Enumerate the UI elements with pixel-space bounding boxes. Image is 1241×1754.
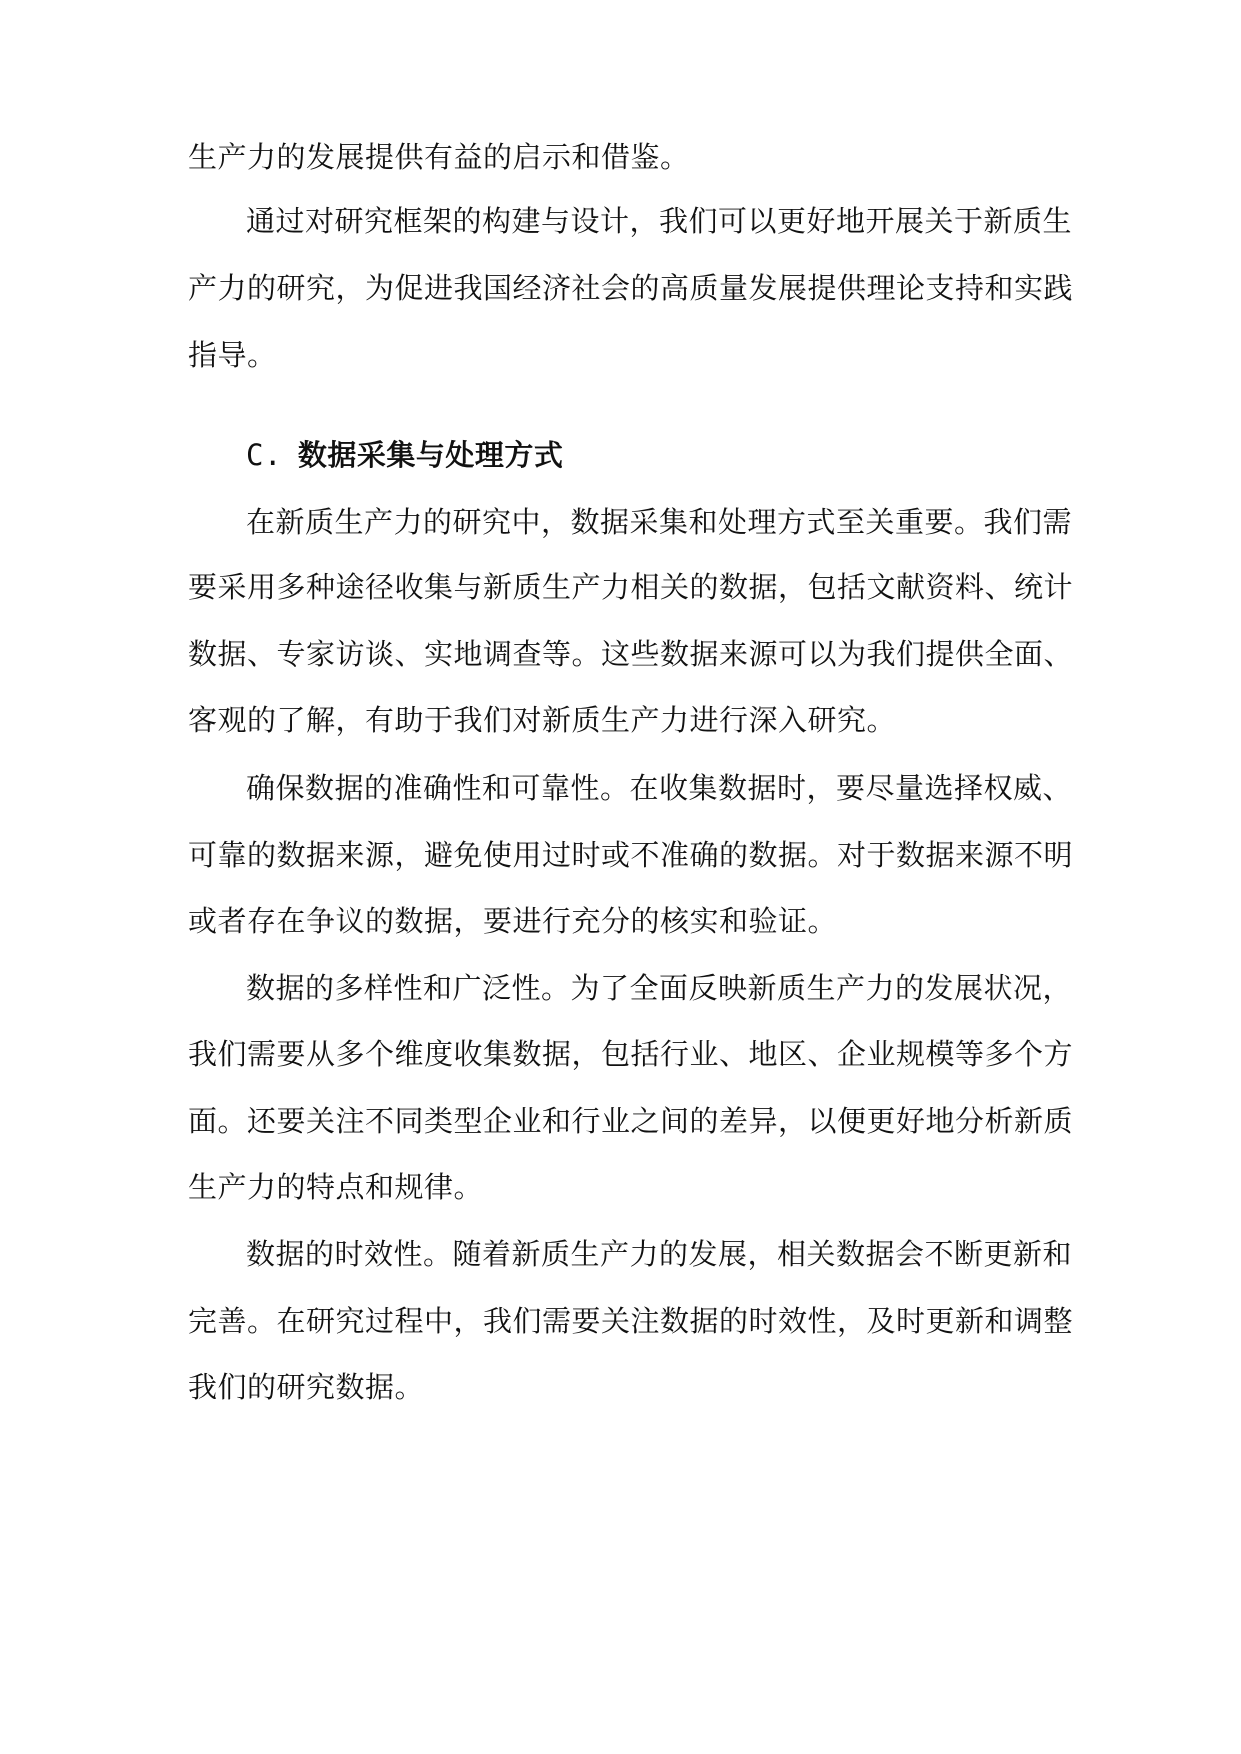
paragraph-line: 确保数据的准确性和可靠性。在收集数据时，要尽量选择权威、: [246, 771, 1073, 805]
paragraph-line: 数据的多样性和广泛性。为了全面反映新质生产力的发展状况，: [246, 971, 1073, 1005]
section-number: C.: [246, 438, 282, 472]
paragraph-line: 数据的时效性。随着新质生产力的发展，相关数据会不断更新和: [246, 1237, 1073, 1271]
paragraph-line: 指导。: [188, 338, 277, 372]
paragraph-line: 生产力的特点和规律。: [188, 1170, 484, 1204]
paragraph-line: 要采用多种途径收集与新质生产力相关的数据，包括文献资料、统计: [188, 570, 1074, 604]
paragraph-line: 产力的研究，为促进我国经济社会的高质量发展提供理论支持和实践: [188, 271, 1074, 305]
section-heading: [246, 435, 563, 475]
paragraph-line: 我们的研究数据。: [188, 1370, 425, 1404]
paragraph-line: 完善。在研究过程中，我们需要关注数据的时效性，及时更新和调整: [188, 1304, 1074, 1338]
paragraph-line: 生产力的发展提供有益的启示和借鉴。: [188, 140, 690, 174]
paragraph-line: 面。还要关注不同类型企业和行业之间的差异，以便更好地分析新质: [188, 1104, 1074, 1138]
paragraph-line: 我们需要从多个维度收集数据，包括行业、地区、企业规模等多个方: [188, 1037, 1074, 1071]
paragraph-line: 或者存在争议的数据，要进行充分的核实和验证。: [188, 904, 838, 938]
paragraph-line: 在新质生产力的研究中，数据采集和处理方式至关重要。我们需: [246, 505, 1073, 539]
paragraph-line: 客观的了解，有助于我们对新质生产力进行深入研究。: [188, 703, 897, 737]
section-title: 数据采集与处理方式: [297, 438, 564, 472]
paragraph-line: 可靠的数据来源，避免使用过时或不准确的数据。对于数据来源不明: [188, 838, 1074, 872]
paragraph-line: 通过对研究框架的构建与设计，我们可以更好地开展关于新质生: [246, 204, 1073, 238]
paragraph-line: 数据、专家访谈、实地调查等。这些数据来源可以为我们提供全面、: [188, 637, 1074, 671]
